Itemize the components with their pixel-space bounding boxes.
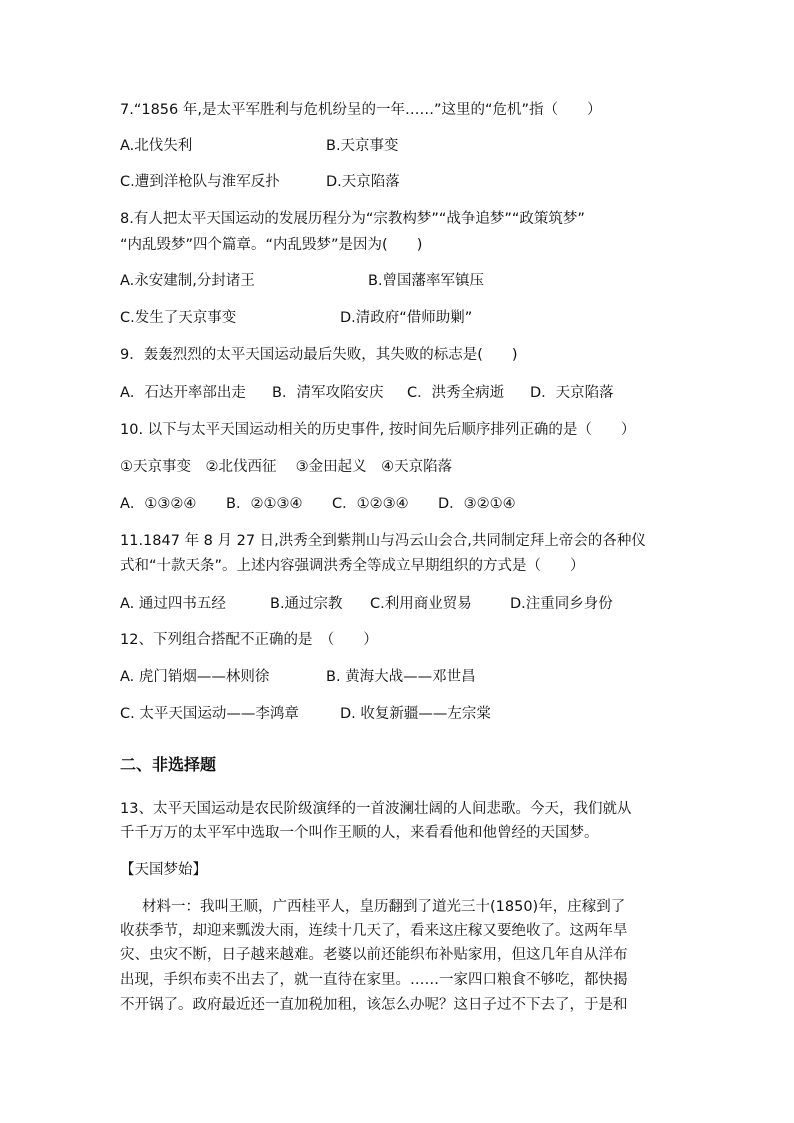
question-9-option-c: C．洪秀全病逝 [407, 385, 505, 401]
question-9-option-d: D．天京陷落 [530, 385, 614, 401]
question-13-line-1: 13、太平天国运动是农民阶级演绎的一首波澜壮阔的人间悲歌。今天，我们就从 [120, 801, 632, 817]
question-13-line-2: 千千万万的太平军中选取一个叫作王顺的人，来看看他和他曾经的天国梦。 [120, 825, 599, 841]
question-8-option-b: B.曾国藩率军镇压 [368, 273, 485, 289]
question-12-option-b: B. 黄海大战——邓世昌 [326, 669, 476, 685]
question-7-option-b: B.天京事变 [326, 138, 399, 154]
question-10-events: ①天京事变 ②北伐西征 ③金田起义 ④天京陷落 [120, 459, 453, 475]
material-subheading: 【天国梦始】 [120, 862, 207, 878]
question-10-option-b: B．②①③④ [226, 496, 303, 512]
material-line-2: 收获季节，却迎来瓢泼大雨，连续十几天了，看来这庄稼又要绝收了。这两年旱 [120, 923, 628, 939]
material-line-4: 出现，手织布卖不出去了，就一直待在家里。……一家四口粮食不够吃，都快揭 [120, 972, 628, 988]
material-line-3: 灾、虫灾不断，日子越来越难。老婆以前还能织布补贴家用，但这几年自从洋布 [120, 947, 628, 963]
question-9-option-b: B．清军攻陷安庆 [272, 385, 384, 401]
question-10-option-d: D．③②①④ [438, 496, 516, 512]
question-9-option-a: A．石达开率部出走 [120, 385, 246, 401]
question-12-stem: 12、下列组合搭配不正确的是 （ ） [120, 632, 378, 648]
material-line-5: 不开锅了。政府最近还一直加税加租，该怎么办呢？这日子过不下去了，于是和 [120, 997, 628, 1013]
question-8-stem-line-2: “内乱毁梦”四个篇章。“内乱毁梦”是因为( ) [120, 237, 423, 253]
question-8-option-a: A.永安建制,分封诸王 [120, 273, 255, 289]
question-12-option-c: C. 太平天国运动——李鸿章 [120, 706, 299, 722]
question-7-option-c: C.遭到洋枪队与淮军反扑 [120, 174, 280, 190]
question-7-option-a: A.北伐失利 [120, 138, 193, 154]
question-11-stem-line-1: 11.1847 年 8 月 27 日,洪秀全到紫荆山与冯云山会合,共同制定拜上帝会的各种仪 [120, 533, 646, 549]
question-8-stem-line-1: 8.有人把太平天国运动的发展历程分为“宗教构梦”“战争追梦”“政策筑梦” [120, 211, 585, 227]
question-12-option-a: A. 虎门销烟——林则徐 [120, 669, 270, 685]
question-7-stem: 7.“1856 年,是太平军胜利与危机纷呈的一年……”这里的“危机”指（ ） [120, 102, 602, 118]
question-11-option-a: A. 通过四书五经 [120, 596, 226, 612]
question-11-option-d: D.注重同乡身份 [510, 596, 613, 612]
question-7-option-d: D.天京陷落 [326, 174, 400, 190]
question-9-stem: 9．轰轰烈烈的太平天国运动最后失败，其失败的标志是( ) [120, 347, 518, 363]
section-2-title: 二、非选择题 [120, 755, 217, 774]
question-10-stem: 10. 以下与太平天国运动相关的历史事件, 按时间先后顺序排列正确的是（ ） [120, 422, 636, 438]
question-8-option-d: D.清政府“借师助剿” [340, 310, 473, 326]
question-10-option-a: A．①③②④ [120, 496, 197, 512]
material-line-1: 材料一：我叫王顺，广西桂平人，皇历翻到了道光三十(1850)年，庄稼到了 [142, 899, 626, 915]
question-12-option-d: D. 收复新疆——左宗棠 [340, 706, 491, 722]
question-11-stem-line-2: 式和“十款天条”。上述内容强调洪秀全等成立早期组织的方式是（ ） [120, 558, 585, 574]
question-8-option-c: C.发生了天京事变 [120, 310, 237, 326]
question-10-option-c: C．①②③④ [332, 496, 409, 512]
question-11-option-b: B.通过宗教 [270, 596, 343, 612]
question-11-option-c: C.利用商业贸易 [370, 596, 472, 612]
